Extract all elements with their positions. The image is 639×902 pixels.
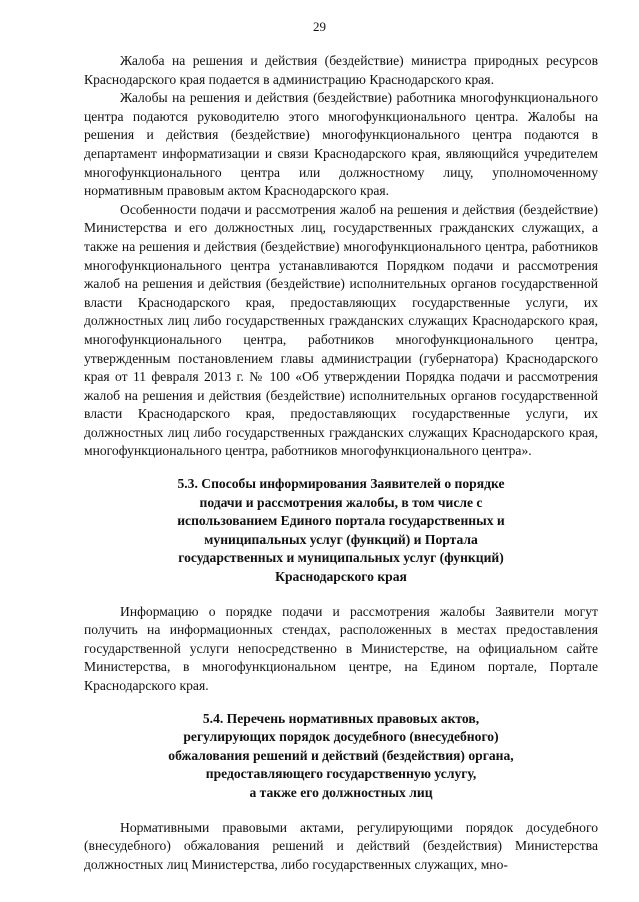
spacer [84, 696, 598, 710]
page-number: 29 [313, 19, 326, 34]
heading-line: государственных и муниципальных услуг (функций) [178, 550, 504, 566]
spacer [84, 461, 598, 475]
paragraph-minister-complaint: Жалоба на решения и действия (бездействие) министра природных ресурсов Краснодарского края подается в администрацию Краснодарского края. [84, 53, 598, 87]
document-body [84, 52, 598, 874]
paragraph-mfc-complaint: Жалобы на решения и действия (бездействие) работника многофункционального центра подаются руководителю этого многофункционального центра. Жалобы на решения и действия (бездействие) многофункционального центра подаются в департамент информатизации и связи Краснодарского края, являющийся учредителем многофункционального центра или должностному лицу, уполномоченному нормативным правовым актом Краснодарского края. [84, 90, 598, 199]
heading-line: муниципальных услуг (функций) и Портала [204, 531, 478, 547]
paragraph-informing-applicants: Информацию о порядке подачи и рассмотрения жалобы Заявители могут получить на информационных стендах, расположенных в местах предоставления государственной услуги непосредственно в Министерстве, на официальном сайте Министерства, в многофункциональном центре, на Едином портале, Портале Краснодарского края. [84, 603, 598, 693]
heading-line: а также его должностных лиц [249, 784, 433, 800]
heading-line: 5.4. Перечень нормативных правовых актов, [202, 710, 480, 726]
paragraph-regulatory-acts: Нормативными правовыми актами, регулирующими порядок досудебного (внесудебного) обжалования решений и действий (бездействия) Министерства должностных лиц Министерства, либо государственных служащих, мно- [84, 819, 598, 872]
spacer [84, 803, 598, 819]
heading-line: 5.3. Способы информирования Заявителей о порядке [177, 476, 505, 492]
heading-line: предоставляющего государственную услугу, [205, 766, 477, 782]
heading-line: Краснодарского края [275, 569, 407, 585]
heading-line: обжалования решений и действий (бездействия) органа, [168, 747, 514, 763]
section-5-4-heading [84, 710, 598, 803]
section-5-3-heading [84, 475, 598, 587]
heading-line: регулирующих порядок досудебного (внесудебного) [183, 729, 499, 745]
spacer [84, 587, 598, 603]
paragraph-complaint-procedure: Особенности подачи и рассмотрения жалоб на решения и действия (бездействие) Министерства и его должностных лиц, государственных гражданских служащих, а также на решения и действия (бездействие) многофункционального центра, работников многофункционального центра устанавливаются Порядком подачи и рассмотрения жалоб на решения и действия (бездействие) исполнительных органов государственной власти Краснодарского края, предоставляющих государственные услуги, их должностных лиц либо государственных гражданских служащих Краснодарского края, многофункционального центра, работников многофункционального центра, утвержденным постановлением главы администрации (губернатора) Краснодарского края от 11 февраля 2013 г. № 100 «Об утверждении Порядка подачи и рассмотрения жалоб на решения и действия (бездействие) исполнительных органов государственной власти Краснодарского края, предоставляющих государственные услуги, их должностных лиц либо государственных гражданских служащих Краснодарского края, многофункционального центра, работников многофункционального центра». [84, 201, 598, 459]
heading-line: использованием Единого портала государственных и [177, 513, 505, 529]
heading-line: подачи и рассмотрения жалобы, в том числе с [199, 494, 483, 510]
